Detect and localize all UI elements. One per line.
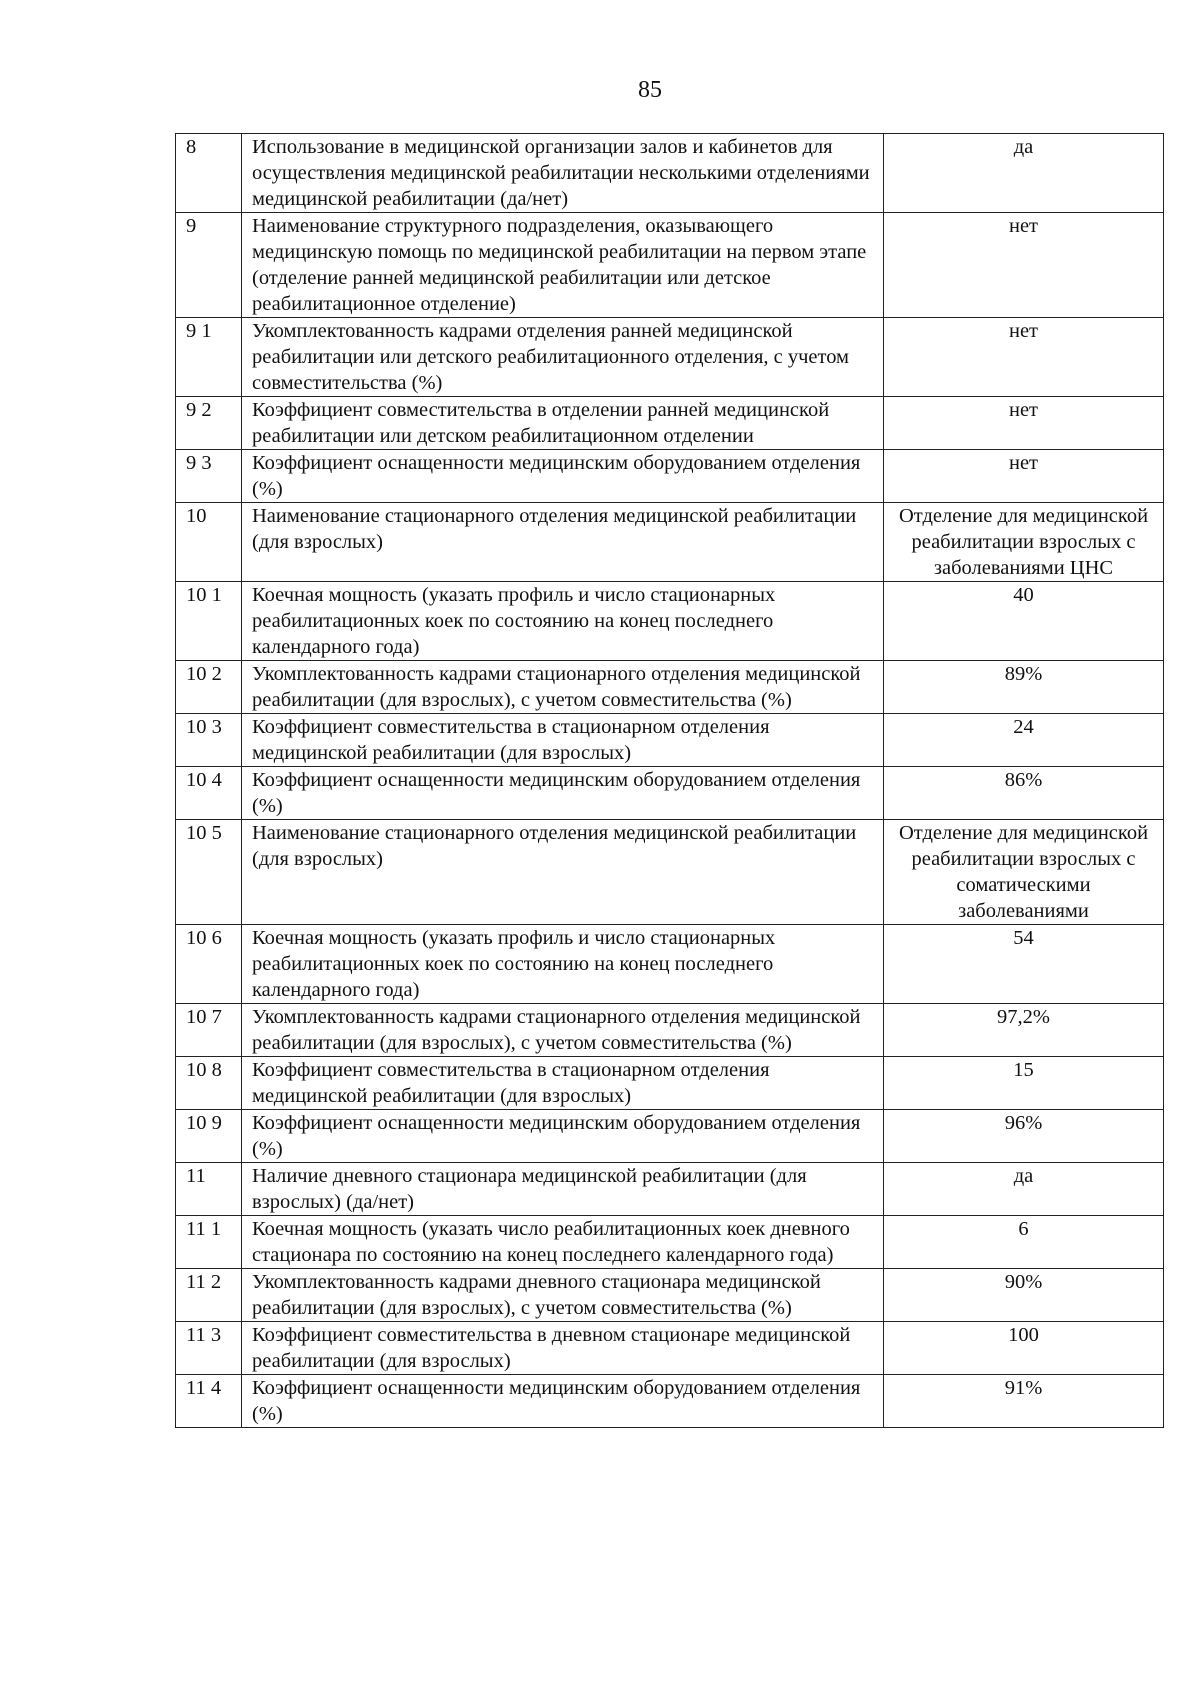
row-number-cell: 10 8 [176,1057,242,1110]
table-row [176,1269,1164,1322]
table-row [176,1216,1164,1269]
row-description-cell: Использование в медицинской организации залов и кабинетов для осуществления медицинской реабилитации несколькими отделениями медицинской реабилитации (да/нет) [242,134,884,213]
row-value-cell: 96% [884,1110,1164,1163]
row-number-cell: 9 3 [176,450,242,503]
table-row [176,1322,1164,1375]
row-number-cell: 10 6 [176,925,242,1004]
row-number-cell: 11 2 [176,1269,242,1322]
row-description-cell: Укомплектованность кадрами дневного стационара медицинской реабилитации (для взрослых), с учетом совместительства (%) [242,1269,884,1322]
row-number-cell: 9 1 [176,318,242,397]
row-value-cell: нет [884,397,1164,450]
table-row [176,213,1164,318]
row-description-cell: Коэффициент совместительства в стационарном отделения медицинской реабилитации (для взрослых) [242,1057,884,1110]
row-value-cell: Отделение для медицинской реабилитации взрослых с соматическими заболеваниями [884,820,1164,925]
row-number-cell: 10 4 [176,767,242,820]
row-value-cell: нет [884,450,1164,503]
data-table [175,133,1164,1428]
row-number-cell: 8 [176,134,242,213]
row-number-cell: 11 1 [176,1216,242,1269]
row-number-cell: 11 3 [176,1322,242,1375]
row-value-cell: 40 [884,582,1164,661]
row-value-cell: 91% [884,1375,1164,1428]
row-value-cell: 54 [884,925,1164,1004]
table-row [176,1057,1164,1110]
table-row [176,661,1164,714]
table-row [176,1004,1164,1057]
row-number-cell: 10 1 [176,582,242,661]
row-description-cell: Коэффициент совместительства в дневном стационаре медицинской реабилитации (для взрослых) [242,1322,884,1375]
row-description-cell: Коэффициент оснащенности медицинским оборудованием отделения (%) [242,450,884,503]
table-row [176,503,1164,582]
row-value-cell: 6 [884,1216,1164,1269]
table-body [176,134,1164,1428]
row-value-cell: 86% [884,767,1164,820]
row-number-cell: 10 2 [176,661,242,714]
row-number-cell: 11 4 [176,1375,242,1428]
table-row [176,582,1164,661]
row-description-cell: Коэффициент совместительства в отделении ранней медицинской реабилитации или детском реабилитационном отделении [242,397,884,450]
row-value-cell: да [884,1163,1164,1216]
row-description-cell: Коэффициент оснащенности медицинским оборудованием отделения (%) [242,1375,884,1428]
table-row [176,1163,1164,1216]
row-description-cell: Наименование стационарного отделения медицинской реабилитации (для взрослых) [242,820,884,925]
row-value-cell: 97,2% [884,1004,1164,1057]
row-description-cell: Коэффициент оснащенности медицинским оборудованием отделения (%) [242,767,884,820]
row-description-cell: Коечная мощность (указать число реабилитационных коек дневного стационара по состоянию на конец последнего календарного года) [242,1216,884,1269]
row-number-cell: 9 [176,213,242,318]
table-row [176,820,1164,925]
page-number: 85 [638,77,662,103]
row-value-cell: 89% [884,661,1164,714]
row-value-cell: нет [884,318,1164,397]
table-row [176,1110,1164,1163]
row-value-cell: 90% [884,1269,1164,1322]
row-value-cell: 100 [884,1322,1164,1375]
table-row [176,318,1164,397]
row-number-cell: 10 5 [176,820,242,925]
table-row [176,767,1164,820]
row-value-cell: 15 [884,1057,1164,1110]
row-value-cell: да [884,134,1164,213]
table-row [176,450,1164,503]
row-description-cell: Коэффициент оснащенности медицинским оборудованием отделения (%) [242,1110,884,1163]
row-description-cell: Наименование структурного подразделения, оказывающего медицинскую помощь по медицинской реабилитации на первом этапе (отделение ранней медицинской реабилитации или детское реабилитационное отделение) [242,213,884,318]
row-description-cell: Укомплектованность кадрами стационарного отделения медицинской реабилитации (для взрослых), с учетом совместительства (%) [242,1004,884,1057]
row-number-cell: 10 3 [176,714,242,767]
table-row [176,134,1164,213]
row-description-cell: Коечная мощность (указать профиль и число стационарных реабилитационных коек по состоянию на конец последнего календарного года) [242,925,884,1004]
table-row [176,397,1164,450]
row-number-cell: 10 7 [176,1004,242,1057]
row-value-cell: 24 [884,714,1164,767]
row-number-cell: 9 2 [176,397,242,450]
row-description-cell: Укомплектованность кадрами отделения ранней медицинской реабилитации или детского реабилитационного отделения, с учетом совместительства (%) [242,318,884,397]
table-row [176,714,1164,767]
row-description-cell: Наличие дневного стационара медицинской реабилитации (для взрослых) (да/нет) [242,1163,884,1216]
row-value-cell: нет [884,213,1164,318]
row-number-cell: 11 [176,1163,242,1216]
table-row [176,1375,1164,1428]
row-description-cell: Коэффициент совместительства в стационарном отделения медицинской реабилитации (для взрослых) [242,714,884,767]
table-row [176,925,1164,1004]
row-description-cell: Наименование стационарного отделения медицинской реабилитации (для взрослых) [242,503,884,582]
row-description-cell: Укомплектованность кадрами стационарного отделения медицинской реабилитации (для взрослых), с учетом совместительства (%) [242,661,884,714]
row-number-cell: 10 [176,503,242,582]
row-number-cell: 10 9 [176,1110,242,1163]
row-value-cell: Отделение для медицинской реабилитации взрослых с заболеваниями ЦНС [884,503,1164,582]
row-description-cell: Коечная мощность (указать профиль и число стационарных реабилитационных коек по состоянию на конец последнего календарного года) [242,582,884,661]
